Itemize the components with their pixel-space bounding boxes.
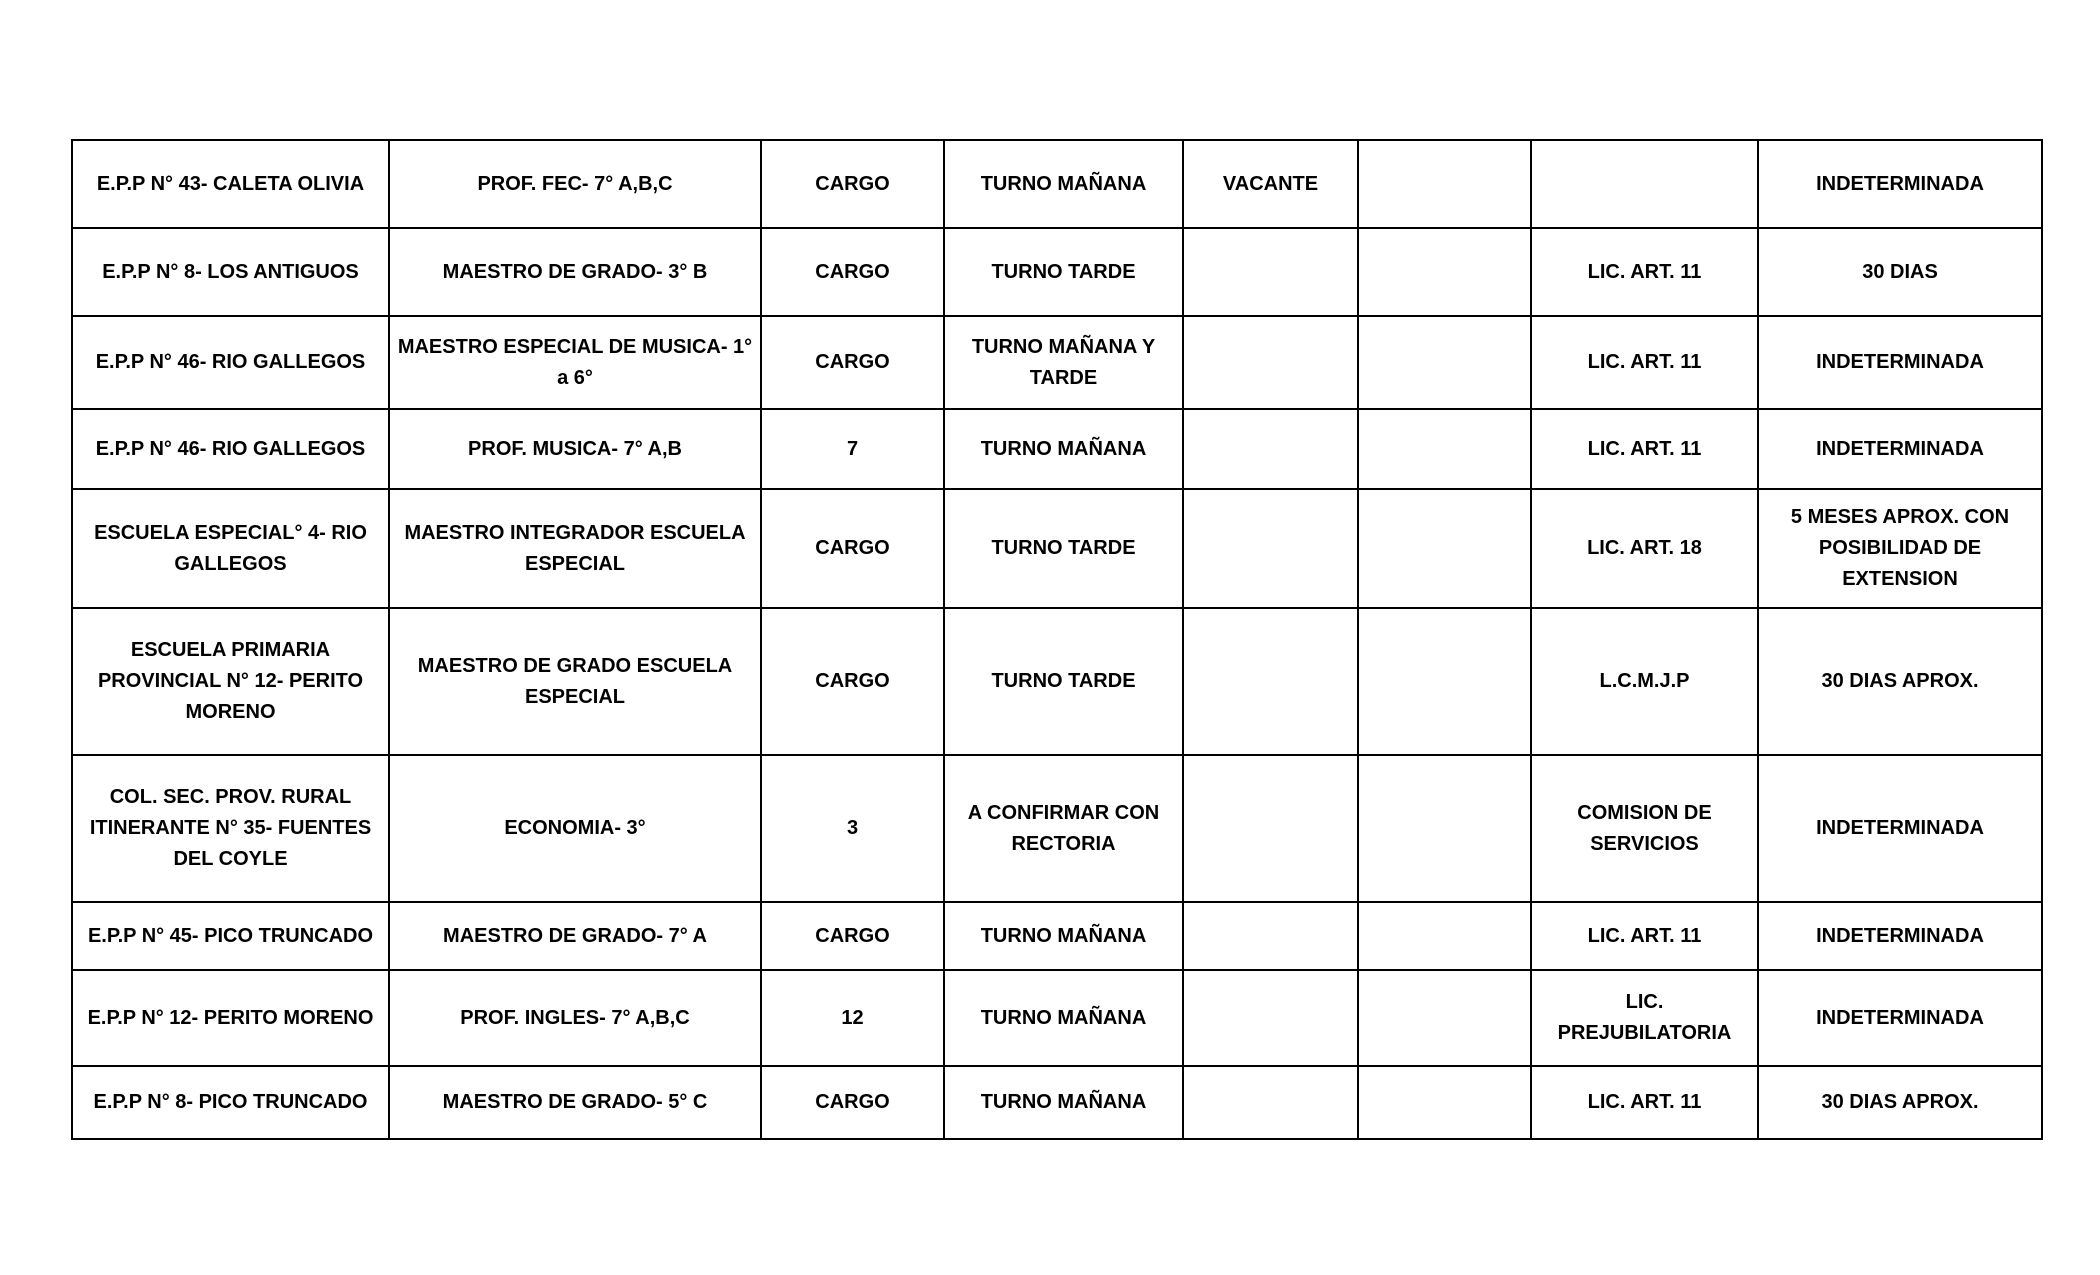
position-cell: MAESTRO DE GRADO ESCUELA ESPECIAL	[389, 608, 761, 755]
reason-cell: LIC. ART. 11	[1531, 316, 1758, 409]
shift-cell: TURNO MAÑANA	[944, 902, 1183, 970]
extra-cell	[1358, 755, 1531, 902]
position-cell: MAESTRO INTEGRADOR ESCUELA ESPECIAL	[389, 489, 761, 608]
hours-cell: 3	[761, 755, 944, 902]
position-cell: PROF. MUSICA- 7° A,B	[389, 409, 761, 489]
duration-cell: 30 DIAS APROX.	[1758, 608, 2042, 755]
position-cell: MAESTRO DE GRADO- 3° B	[389, 228, 761, 316]
duration-cell: INDETERMINADA	[1758, 970, 2042, 1066]
hours-cell: CARGO	[761, 140, 944, 228]
position-cell: MAESTRO DE GRADO- 7° A	[389, 902, 761, 970]
vacancy-table	[71, 139, 2043, 1140]
duration-cell: INDETERMINADA	[1758, 140, 2042, 228]
position-cell: PROF. INGLES- 7° A,B,C	[389, 970, 761, 1066]
table-row	[72, 970, 2042, 1066]
table-row	[72, 608, 2042, 755]
hours-cell: CARGO	[761, 489, 944, 608]
school-cell: ESCUELA ESPECIAL° 4- RIO GALLEGOS	[72, 489, 389, 608]
duration-cell: INDETERMINADA	[1758, 316, 2042, 409]
table-row	[72, 228, 2042, 316]
reason-cell: LIC. PREJUBILATORIA	[1531, 970, 1758, 1066]
extra-cell	[1358, 228, 1531, 316]
status-cell	[1183, 902, 1358, 970]
reason-cell: COMISION DE SERVICIOS	[1531, 755, 1758, 902]
hours-cell: 7	[761, 409, 944, 489]
shift-cell: TURNO MAÑANA	[944, 970, 1183, 1066]
school-cell: ESCUELA PRIMARIA PROVINCIAL N° 12- PERITO MORENO	[72, 608, 389, 755]
status-cell: VACANTE	[1183, 140, 1358, 228]
position-cell: PROF. FEC- 7° A,B,C	[389, 140, 761, 228]
extra-cell	[1358, 140, 1531, 228]
table-row	[72, 489, 2042, 608]
reason-cell: LIC. ART. 11	[1531, 1066, 1758, 1139]
reason-cell: LIC. ART. 11	[1531, 902, 1758, 970]
extra-cell	[1358, 409, 1531, 489]
position-cell: MAESTRO ESPECIAL DE MUSICA- 1° a 6°	[389, 316, 761, 409]
school-cell: E.P.P N° 46- RIO GALLEGOS	[72, 409, 389, 489]
extra-cell	[1358, 608, 1531, 755]
status-cell	[1183, 755, 1358, 902]
reason-cell: L.C.M.J.P	[1531, 608, 1758, 755]
duration-cell: INDETERMINADA	[1758, 409, 2042, 489]
duration-cell: 30 DIAS APROX.	[1758, 1066, 2042, 1139]
status-cell	[1183, 1066, 1358, 1139]
vacancy-table-container	[71, 139, 2041, 1140]
hours-cell: 12	[761, 970, 944, 1066]
table-row	[72, 140, 2042, 228]
shift-cell: TURNO MAÑANA	[944, 140, 1183, 228]
hours-cell: CARGO	[761, 228, 944, 316]
hours-cell: CARGO	[761, 902, 944, 970]
duration-cell: INDETERMINADA	[1758, 902, 2042, 970]
shift-cell: TURNO TARDE	[944, 228, 1183, 316]
position-cell: ECONOMIA- 3°	[389, 755, 761, 902]
school-cell: E.P.P N° 46- RIO GALLEGOS	[72, 316, 389, 409]
shift-cell: TURNO MAÑANA	[944, 1066, 1183, 1139]
school-cell: COL. SEC. PROV. RURAL ITINERANTE N° 35- FUENTES DEL COYLE	[72, 755, 389, 902]
extra-cell	[1358, 316, 1531, 409]
table-row	[72, 902, 2042, 970]
hours-cell: CARGO	[761, 608, 944, 755]
status-cell	[1183, 228, 1358, 316]
shift-cell: TURNO MAÑANA	[944, 409, 1183, 489]
shift-cell: TURNO MAÑANA Y TARDE	[944, 316, 1183, 409]
duration-cell: INDETERMINADA	[1758, 755, 2042, 902]
extra-cell	[1358, 1066, 1531, 1139]
duration-cell: 5 MESES APROX. CON POSIBILIDAD DE EXTENSION	[1758, 489, 2042, 608]
school-cell: E.P.P N° 43- CALETA OLIVIA	[72, 140, 389, 228]
extra-cell	[1358, 970, 1531, 1066]
reason-cell: LIC. ART. 11	[1531, 409, 1758, 489]
reason-cell	[1531, 140, 1758, 228]
status-cell	[1183, 970, 1358, 1066]
school-cell: E.P.P N° 8- LOS ANTIGUOS	[72, 228, 389, 316]
status-cell	[1183, 316, 1358, 409]
position-cell: MAESTRO DE GRADO- 5° C	[389, 1066, 761, 1139]
school-cell: E.P.P N° 12- PERITO MORENO	[72, 970, 389, 1066]
table-row	[72, 755, 2042, 902]
shift-cell: TURNO TARDE	[944, 608, 1183, 755]
shift-cell: A CONFIRMAR CON RECTORIA	[944, 755, 1183, 902]
extra-cell	[1358, 902, 1531, 970]
school-cell: E.P.P N° 8- PICO TRUNCADO	[72, 1066, 389, 1139]
table-row	[72, 316, 2042, 409]
reason-cell: LIC. ART. 18	[1531, 489, 1758, 608]
status-cell	[1183, 409, 1358, 489]
status-cell	[1183, 489, 1358, 608]
status-cell	[1183, 608, 1358, 755]
extra-cell	[1358, 489, 1531, 608]
hours-cell: CARGO	[761, 316, 944, 409]
table-row	[72, 409, 2042, 489]
shift-cell: TURNO TARDE	[944, 489, 1183, 608]
school-cell: E.P.P N° 45- PICO TRUNCADO	[72, 902, 389, 970]
duration-cell: 30 DIAS	[1758, 228, 2042, 316]
hours-cell: CARGO	[761, 1066, 944, 1139]
reason-cell: LIC. ART. 11	[1531, 228, 1758, 316]
table-body	[72, 140, 2042, 1139]
table-row	[72, 1066, 2042, 1139]
